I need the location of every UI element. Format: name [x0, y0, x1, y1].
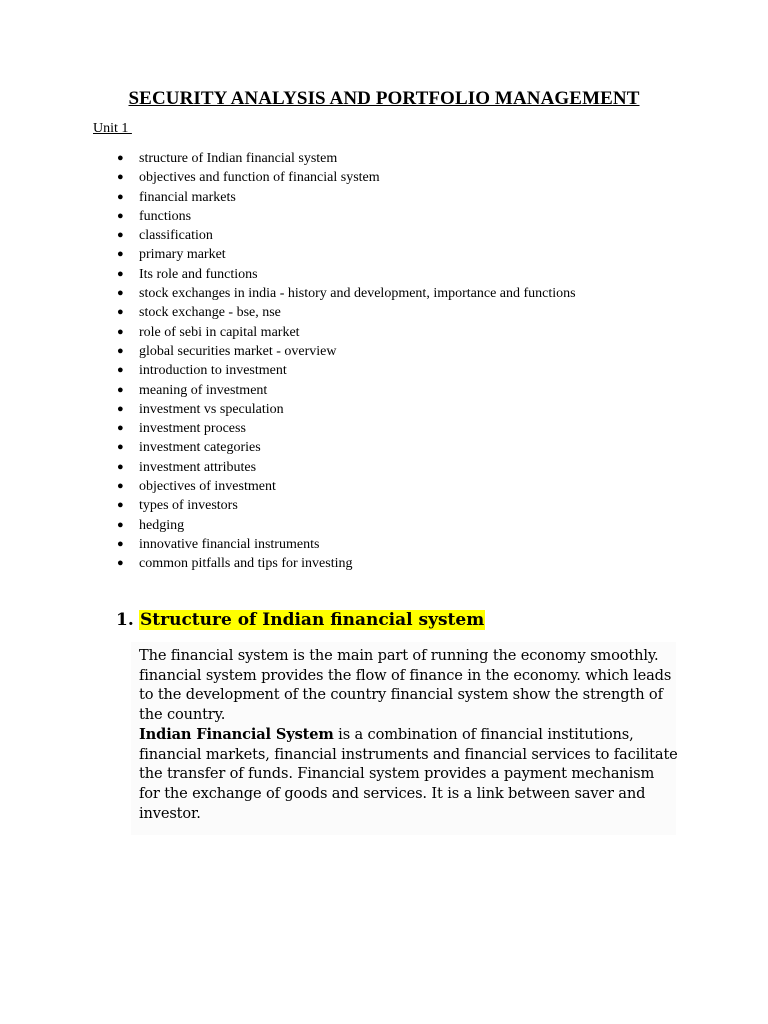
list-item-text: primary market [139, 247, 226, 263]
list-item-text: objectives and function of financial system [139, 170, 380, 186]
list-item-text: investment categories [139, 440, 261, 456]
section-paragraph-1: The financial system is the main part of running the economy smoothly. financial system provides the flow of finance in the economy. which leads to the development of the country financial system show the strength of the country. [139, 647, 672, 724]
list-item [117, 554, 576, 573]
bullet-icon: ● [117, 441, 124, 454]
list-item-text: objectives of investment [139, 479, 276, 495]
bullet-icon: ● [117, 325, 124, 338]
list-item [117, 400, 576, 419]
list-item [117, 265, 576, 284]
list-item [117, 361, 576, 380]
list-item [117, 284, 576, 303]
section-paragraph-2-rest: is a combination of financial institutions, financial markets, financial instruments and financial services to facilitate the transfer of funds. Financial system provides a payment mechanism for the exchange of goods and services. It is a link between saver and investor. [139, 725, 678, 822]
section-number: 1. [116, 610, 134, 630]
bullet-icon: ● [117, 422, 124, 435]
bullet-icon: ● [117, 344, 124, 357]
bullet-icon: ● [117, 229, 124, 242]
list-item [117, 342, 576, 361]
list-item-text: financial markets [139, 189, 236, 205]
list-item [117, 188, 576, 207]
section-paragraph-2 [139, 725, 679, 824]
list-item-text: investment attributes [139, 459, 257, 475]
section-paragraph-2-bold: Indian Financial System [139, 725, 334, 743]
list-item [117, 168, 576, 187]
topic-list [117, 149, 576, 574]
list-item-text: global securities market - overview [139, 343, 337, 359]
list-item-text: meaning of investment [139, 382, 268, 398]
section-heading [116, 610, 485, 630]
bullet-icon: ● [117, 499, 124, 512]
list-item-text: role of sebi in capital market [139, 324, 300, 340]
list-item [117, 381, 576, 400]
list-item [117, 477, 576, 496]
bullet-icon: ● [117, 518, 124, 531]
bullet-icon: ● [117, 171, 124, 184]
bullet-icon: ● [117, 152, 124, 164]
list-item-text: innovative financial instruments [139, 536, 320, 552]
bullet-icon: ● [117, 364, 124, 377]
list-item [117, 458, 576, 477]
list-item-text: investment vs speculation [139, 401, 284, 417]
list-item [117, 245, 576, 264]
bullet-icon: ● [117, 267, 124, 280]
bullet-icon: ● [117, 209, 124, 222]
list-item-text: stock exchange - bse, nse [139, 305, 281, 321]
bullet-icon: ● [117, 480, 124, 493]
bullet-icon: ● [117, 557, 124, 570]
list-item [117, 496, 576, 515]
section-body [139, 646, 679, 823]
list-item [117, 535, 576, 554]
list-item [117, 207, 576, 226]
list-item [117, 226, 576, 245]
list-item-text: Its role and functions [139, 266, 258, 282]
list-item-text: stock exchanges in india - history and development, importance and functions [139, 286, 576, 302]
document-title: SECURITY ANALYSIS AND PORTFOLIO MANAGEMENT [128, 88, 640, 109]
bullet-icon: ● [117, 287, 124, 300]
bullet-icon: ● [117, 383, 124, 396]
bullet-icon: ● [117, 190, 124, 203]
list-item-text: introduction to investment [139, 363, 287, 379]
unit-label: Unit 1 [93, 121, 132, 136]
list-item-text: investment process [139, 421, 246, 437]
list-item-text: functions [139, 208, 192, 224]
list-item-text: hedging [139, 517, 185, 533]
list-item [117, 303, 576, 322]
bullet-icon: ● [117, 248, 124, 261]
list-item-text: classification [139, 228, 213, 244]
section-heading-text: Structure of Indian financial system [140, 610, 485, 630]
bullet-icon: ● [117, 402, 124, 415]
bullet-icon: ● [117, 537, 124, 550]
list-item [117, 323, 576, 342]
bullet-icon: ● [117, 306, 124, 319]
list-item [117, 516, 576, 535]
list-item [117, 419, 576, 438]
list-item [117, 438, 576, 457]
list-item [117, 149, 576, 168]
list-item-text: common pitfalls and tips for investing [139, 556, 353, 572]
list-item-text: types of investors [139, 498, 238, 514]
bullet-icon: ● [117, 460, 124, 473]
list-item-text: structure of Indian financial system [139, 151, 338, 166]
